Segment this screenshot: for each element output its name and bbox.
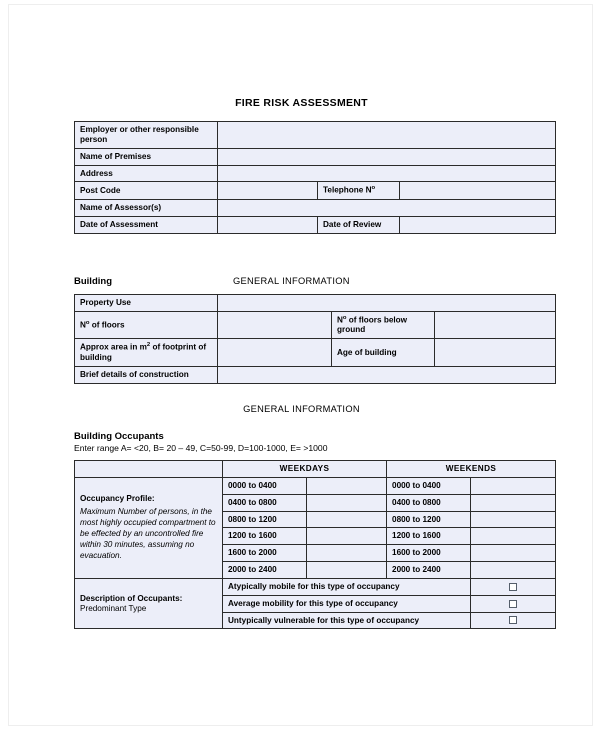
occupants-section-heading: Building Occupants <box>74 431 164 442</box>
table-row <box>75 216 556 233</box>
time-slot-weekday-4: 1600 to 2000 <box>223 545 307 562</box>
table-row <box>75 182 556 200</box>
checkbox-average-mobility[interactable] <box>509 600 517 608</box>
field-input-date-assessment[interactable] <box>218 216 318 233</box>
building-section-heading: Building <box>74 276 112 287</box>
table-row <box>75 311 556 338</box>
field-input-telephone[interactable] <box>400 182 556 200</box>
table-row-header <box>75 461 556 478</box>
field-input-assessor[interactable] <box>218 199 556 216</box>
occupancy-corner-cell <box>75 461 223 478</box>
input-weekday-0[interactable] <box>307 477 387 494</box>
time-slot-weekend-1: 0400 to 0800 <box>387 494 471 511</box>
field-label-date-review: Date of Review <box>318 216 400 233</box>
input-weekend-4[interactable] <box>471 545 556 562</box>
table-row <box>75 295 556 312</box>
occupant-option-checkbox-cell-2[interactable] <box>471 612 556 629</box>
field-label-premises: Name of Premises <box>75 148 218 165</box>
time-slot-weekend-3: 1200 to 1600 <box>387 528 471 545</box>
occupant-option-label-1: Average mobility for this type of occupancy <box>223 595 471 612</box>
field-label-floors: $N^o$ of floors <box>75 311 218 338</box>
column-header-weekdays: WEEKDAYS <box>223 461 387 478</box>
field-input-floors[interactable] <box>218 311 332 338</box>
occupancy-profile-title: Occupancy Profile: <box>80 494 155 504</box>
field-label-date-assessment: Date of Assessment <box>75 216 218 233</box>
time-slot-weekday-1: 0400 to 0800 <box>223 494 307 511</box>
field-label-floors-below-ground: $N^o$ of floors below ground <box>332 311 435 338</box>
document-page <box>8 4 593 726</box>
field-label-assessor: Name of Assessor(s) <box>75 199 218 216</box>
field-label-postcode: Post Code <box>75 182 218 200</box>
table-row <box>75 199 556 216</box>
occupancy-profile-cell <box>75 477 223 578</box>
general-information-label-2: GENERAL INFORMATION <box>243 404 360 414</box>
description-of-occupants-subtitle: Predominant Type <box>80 603 147 613</box>
column-header-weekends: WEEKENDS <box>387 461 556 478</box>
occupant-option-label-2: Untypically vulnerable for this type of occupancy <box>223 612 471 629</box>
input-weekend-5[interactable] <box>471 562 556 579</box>
general-information-label-1: GENERAL INFORMATION <box>233 276 350 286</box>
table-row <box>75 339 556 366</box>
field-input-postcode[interactable] <box>218 182 318 200</box>
time-slot-weekend-0: 0000 to 0400 <box>387 477 471 494</box>
page-title: FIRE RISK ASSESSMENT <box>235 97 368 109</box>
field-input-address[interactable] <box>218 165 556 182</box>
field-input-employer[interactable] <box>218 122 556 149</box>
time-slot-weekend-5: 2000 to 2400 <box>387 562 471 579</box>
table-row <box>75 477 556 494</box>
field-input-premises[interactable] <box>218 148 556 165</box>
time-slot-weekday-0: 0000 to 0400 <box>223 477 307 494</box>
particulars-table <box>74 121 556 234</box>
input-weekend-2[interactable] <box>471 511 556 528</box>
checkbox-untypically-vulnerable[interactable] <box>509 616 517 624</box>
description-of-occupants-cell <box>75 578 223 629</box>
table-row <box>75 165 556 182</box>
table-row <box>75 148 556 165</box>
field-input-property-use[interactable] <box>218 295 556 312</box>
checkbox-atypically-mobile[interactable] <box>509 583 517 591</box>
input-weekend-3[interactable] <box>471 528 556 545</box>
occupant-option-checkbox-cell-0[interactable] <box>471 578 556 595</box>
input-weekday-4[interactable] <box>307 545 387 562</box>
occupants-range-note: Enter range A= <20, B= 20 – 49, C=50-99, D=100-1000, E= >1000 <box>74 443 328 453</box>
time-slot-weekend-2: 0800 to 1200 <box>387 511 471 528</box>
input-weekend-1[interactable] <box>471 494 556 511</box>
input-weekday-3[interactable] <box>307 528 387 545</box>
time-slot-weekday-3: 1200 to 1600 <box>223 528 307 545</box>
input-weekday-2[interactable] <box>307 511 387 528</box>
field-label-address: Address <box>75 165 218 182</box>
input-weekday-5[interactable] <box>307 562 387 579</box>
occupant-option-checkbox-cell-1[interactable] <box>471 595 556 612</box>
occupancy-profile-description: Maximum Number of persons, in the most highly occupied compartment to be effected by an uncontrolled fire within 30 minutes, assuming no evacuation. <box>80 507 216 561</box>
time-slot-weekday-5: 2000 to 2400 <box>223 562 307 579</box>
table-row <box>75 366 556 383</box>
field-label-footprint-area: Approx area in $m^2$ of footprint of building <box>75 339 218 366</box>
field-input-construction-details[interactable] <box>218 366 556 383</box>
field-label-age-of-building: Age of building <box>332 339 435 366</box>
input-weekday-1[interactable] <box>307 494 387 511</box>
field-input-footprint-area[interactable] <box>218 339 332 366</box>
table-row <box>75 122 556 149</box>
time-slot-weekday-2: 0800 to 1200 <box>223 511 307 528</box>
occupants-table <box>74 460 556 629</box>
field-label-property-use: Property Use <box>75 295 218 312</box>
field-input-age-of-building[interactable] <box>435 339 556 366</box>
input-weekend-0[interactable] <box>471 477 556 494</box>
field-input-floors-below-ground[interactable] <box>435 311 556 338</box>
occupant-option-label-0: Atypically mobile for this type of occupancy <box>223 578 471 595</box>
table-row <box>75 578 556 595</box>
description-of-occupants-title: Description of Occupants: <box>80 593 183 603</box>
building-table <box>74 294 556 384</box>
field-label-employer: Employer or other responsible person <box>75 122 218 149</box>
field-label-telephone: Telephone $N^o$ <box>318 182 400 200</box>
field-label-construction-details: Brief details of construction <box>75 366 218 383</box>
time-slot-weekend-4: 1600 to 2000 <box>387 545 471 562</box>
field-input-date-review[interactable] <box>400 216 556 233</box>
